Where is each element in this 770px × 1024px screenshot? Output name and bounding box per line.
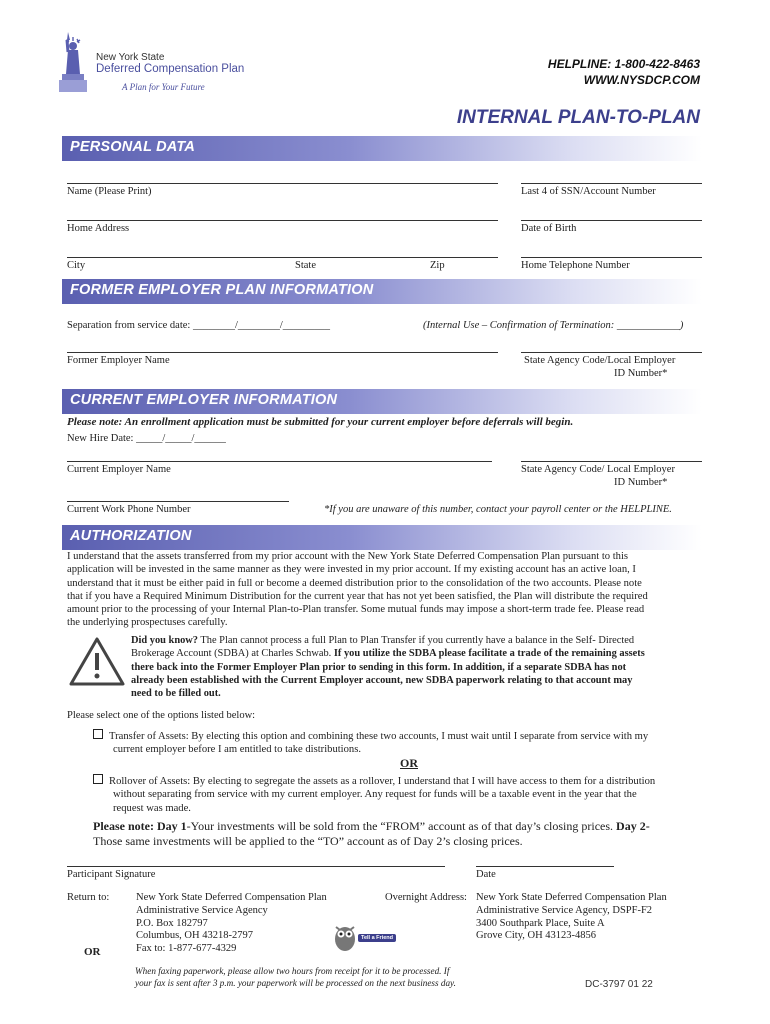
current-employer-line[interactable]	[67, 461, 492, 462]
current-employer-label: Current Employer Name	[67, 464, 171, 475]
option1-text: Transfer of Assets: By electing this option and combining these two accounts, I must wait until I separate from service with my	[109, 731, 649, 742]
dyk-line3: there back into the Former Employer Plan prior to sending in this form. In addition, if a separate SDBA has not	[131, 661, 627, 673]
return-addr-line: Columbus, OH 43218-2797	[136, 930, 253, 942]
return-to-label: Return to:	[67, 892, 110, 903]
city-state-zip-line[interactable]	[67, 257, 498, 258]
dyk-text: The Plan cannot process a full Plan to Plan Transfer if you currently have a balance in the Self- Directed	[198, 635, 635, 646]
name-line[interactable]	[67, 183, 498, 184]
day-note-line2: Those same investments will be applied to the “TO” account as of Day 2’s closing prices.	[93, 834, 523, 848]
option-transfer[interactable]	[93, 729, 703, 757]
current-agency-line[interactable]	[521, 461, 702, 462]
phone-line[interactable]	[521, 257, 702, 258]
auth-line: application will be invested in the same manner as they were invested in my prior account. If my existing account has an active loan, I	[67, 564, 636, 576]
date-line[interactable]	[476, 866, 614, 867]
day1-bold: Please note: Day 1	[93, 819, 187, 833]
logo-line1: New York State	[96, 52, 165, 63]
option2-line3: request was made.	[113, 802, 191, 814]
did-you-know-box	[131, 634, 711, 700]
hire-date[interactable]: New Hire Date: _____/_____/______	[67, 433, 226, 444]
return-addr-line: New York State Deferred Compensation Plan	[136, 892, 327, 903]
logo-line2: Deferred Compensation Plan	[96, 63, 245, 75]
tell-a-friend-badge: Tell a Friend	[358, 934, 396, 942]
logo-tagline: A Plan for Your Future	[122, 82, 205, 92]
section-current-employer: CURRENT EMPLOYER INFORMATION	[62, 389, 702, 414]
auth-line: amount prior to the processing of your Internal Plan-to-Plan transfer. Some mutual funds may impose a short-term trade fee. Please read	[67, 604, 645, 616]
current-agency-label-2: ID Number*	[614, 477, 668, 488]
website: WWW.NYSDCP.COM	[583, 73, 700, 87]
state-label: State	[295, 260, 316, 271]
helpline: HELPLINE: 1-800-422-8463	[547, 57, 700, 71]
internal-use: (Internal Use – Confirmation of Termination: ____________)	[423, 320, 684, 331]
auth-line: the underlying prospectuses carefully.	[67, 617, 228, 629]
return-addr-line: Fax to: 1-877-677-4329	[136, 943, 237, 955]
section-authorization: AUTHORIZATION	[62, 525, 702, 550]
option1-line1	[93, 729, 703, 743]
rollover-checkbox[interactable]	[93, 774, 103, 784]
signature-line[interactable]	[67, 866, 445, 867]
city-label: City	[67, 260, 86, 271]
dyk-text: Brokerage Account (SDBA) at Charles Schwab.	[131, 648, 334, 660]
overnight-address	[476, 892, 667, 943]
overnight-label: Overnight Address:	[385, 892, 467, 903]
option1-line2: current employer before I am entitled to take distributions.	[113, 744, 361, 756]
option2-line2: without separating from service with my current employer. Any request for funds will be a taxable event in the year that the	[113, 789, 637, 801]
select-prompt: Please select one of the options listed below:	[67, 710, 256, 721]
dob-line[interactable]	[521, 220, 702, 221]
authorization-paragraph	[67, 550, 707, 630]
form-title: INTERNAL PLAN-TO-PLAN	[456, 107, 700, 128]
section-former-employer: FORMER EMPLOYER PLAN INFORMATION	[62, 279, 702, 304]
dyk-bold: If you utilize the SDBA please facilitate a trade of the remaining assets	[333, 648, 645, 660]
auth-line: understand that it must be either paid in full or become a deemed distribution prior to the consolidation of the two accounts. Please note	[67, 577, 642, 589]
warning-icon	[68, 636, 126, 688]
day2-bold: Day 2-	[616, 819, 650, 833]
work-phone-label: Current Work Phone Number	[67, 504, 191, 515]
fax-note	[135, 965, 456, 989]
auth-line: that if you have a Required Minimum Distribution for the current year that has not yet been satisfied, the Plan will distribute the required	[67, 590, 648, 602]
return-addr-line: Administrative Service Agency	[136, 904, 268, 916]
logo	[56, 30, 256, 100]
name-label: Name (Please Print)	[67, 186, 152, 197]
enrollment-note: Please note: An enrollment application must be submitted for your current employer before deferrals will begin.	[67, 416, 574, 428]
separation-date[interactable]: Separation from service date: ________/________/_________	[67, 320, 331, 331]
overnight-addr-line: 3400 Southpark Place, Suite A	[476, 917, 605, 929]
former-agency-label-1: State Agency Code/Local Employer	[524, 355, 676, 366]
zip-label: Zip	[430, 260, 445, 271]
section-personal-data: PERSONAL DATA	[62, 136, 702, 161]
day-note-line1	[93, 819, 708, 834]
fax-note-line2: your fax is sent after 3 p.m. your paperwork will be processed on the next business day.	[135, 978, 456, 988]
transfer-checkbox[interactable]	[93, 729, 103, 739]
option2-text: Rollover of Assets: By electing to segregate the assets as a rollover, I understand that I will have access to them for a distribution	[109, 776, 656, 787]
dyk-line2	[131, 647, 711, 660]
dyk-line1	[131, 634, 711, 647]
option-rollover[interactable]	[93, 774, 703, 815]
date-label: Date	[476, 869, 496, 880]
auth-line: I understand that the assets transferred from my prior account with the New York State Deferred Compensation Plan pursuant to this	[67, 551, 629, 562]
option2-line1	[93, 774, 703, 788]
current-agency-label-1: State Agency Code/ Local Employer	[521, 464, 675, 475]
day1-text: -Your investments will be sold from the “FROM” account as of that day’s closing prices.	[186, 819, 617, 833]
return-address	[136, 892, 327, 956]
fax-note-line1: When faxing paperwork, please allow two hours from receipt for it to be processed. If	[135, 966, 450, 976]
form-number: DC-3797 01 22	[585, 979, 653, 990]
dyk-line5: need to be filled out.	[131, 688, 221, 700]
or-separator: OR	[400, 756, 418, 770]
overnight-addr-line: New York State Deferred Compensation Plan	[476, 892, 667, 903]
ssn-label: Last 4 of SSN/Account Number	[521, 186, 656, 197]
former-agency-line[interactable]	[521, 352, 702, 353]
address-line[interactable]	[67, 220, 498, 221]
day-note	[93, 819, 708, 849]
phone-label: Home Telephone Number	[521, 260, 630, 271]
return-addr-line: P.O. Box 182797	[136, 917, 208, 929]
unaware-note: *If you are unaware of this number, contact your payroll center or the HELPLINE.	[324, 504, 672, 515]
overnight-addr-line: Administrative Service Agency, DSPF-F2	[476, 904, 653, 916]
dyk-bold: Did you know?	[131, 635, 198, 646]
former-agency-label-2: ID Number*	[614, 368, 668, 379]
ssn-line[interactable]	[521, 183, 702, 184]
overnight-addr-line: Grove City, OH 43123-4856	[476, 930, 597, 942]
owl-icon	[332, 922, 358, 952]
statue-of-liberty-icon	[56, 30, 90, 94]
dyk-line4: already been established with the Current Employer account, new SDBA paperwork relating to that account may	[131, 674, 633, 686]
former-employer-label: Former Employer Name	[67, 355, 170, 366]
work-phone-line[interactable]	[67, 501, 289, 502]
footer-or: OR	[84, 946, 101, 958]
former-employer-line[interactable]	[67, 352, 498, 353]
tell-a-friend-logo	[330, 920, 396, 964]
address-label: Home Address	[67, 223, 130, 234]
signature-label: Participant Signature	[67, 869, 156, 880]
dob-label: Date of Birth	[521, 223, 577, 234]
